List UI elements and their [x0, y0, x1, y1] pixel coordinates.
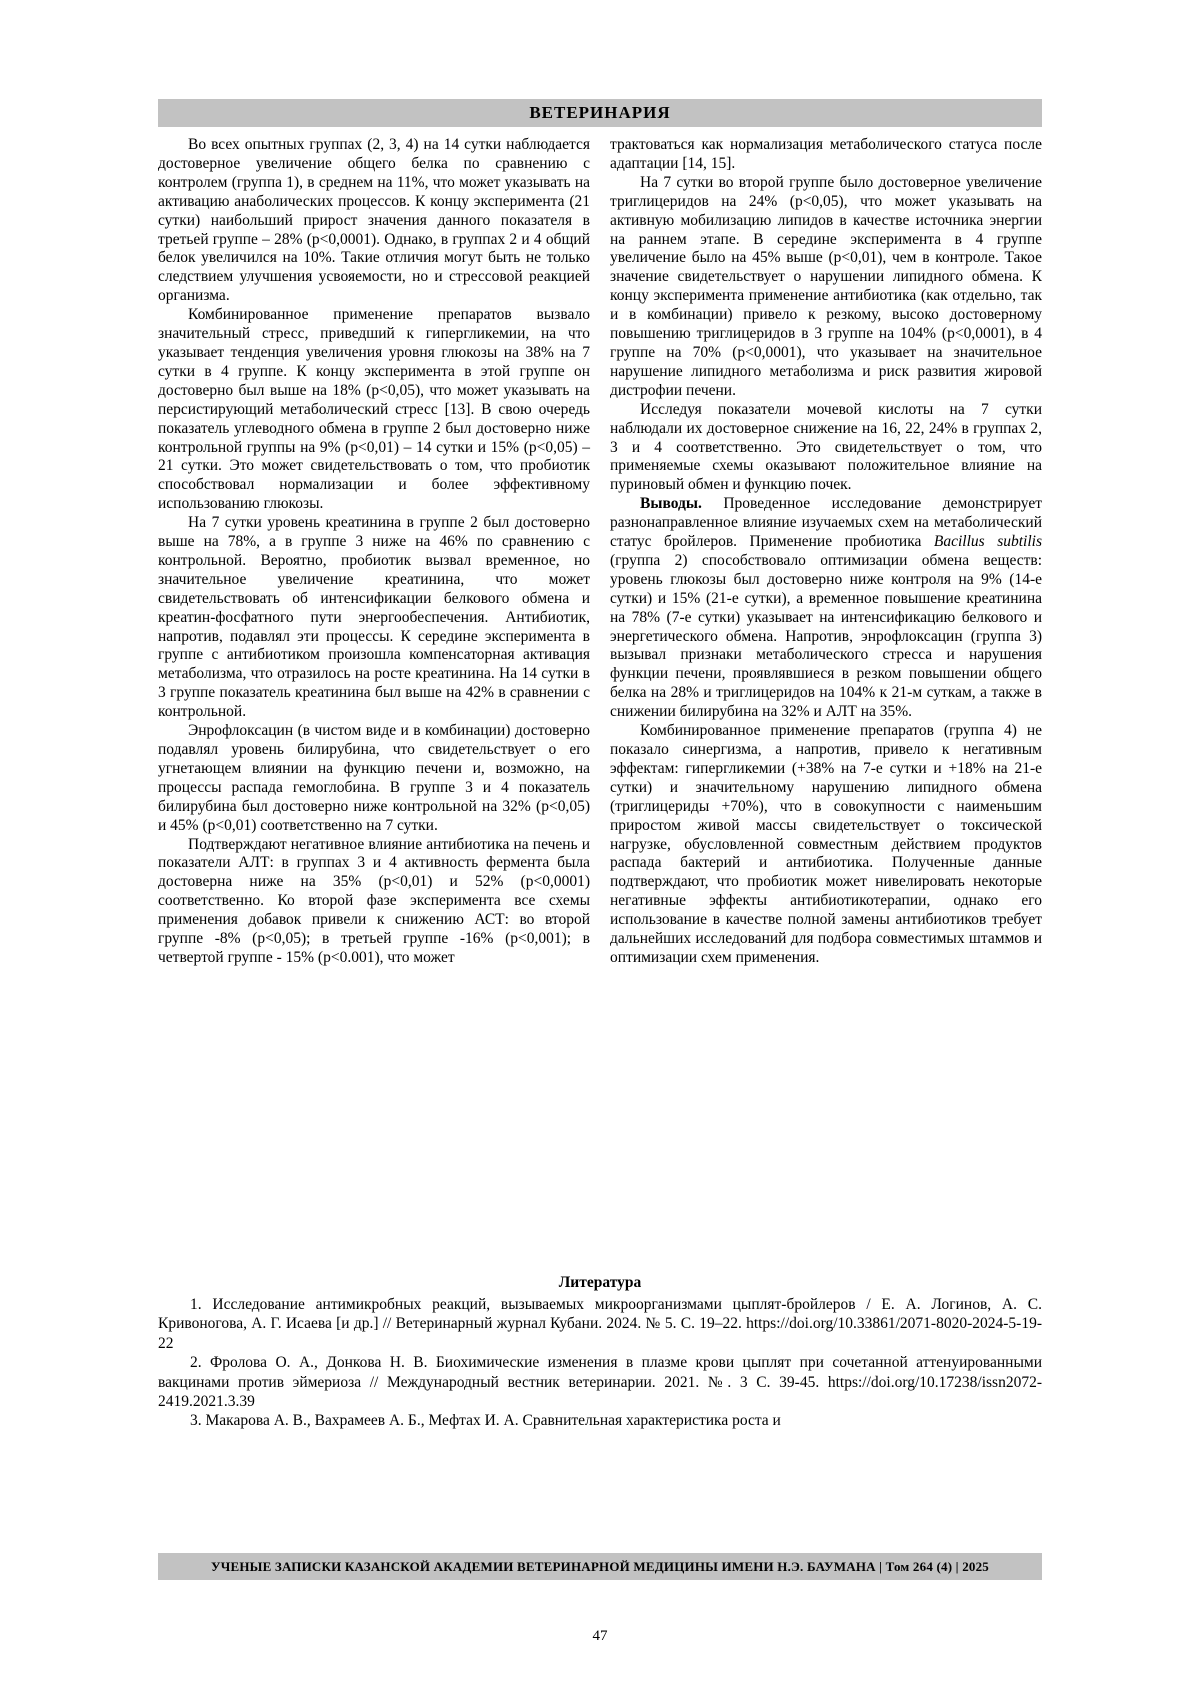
text-run: На 7 сутки уровень креатинина в группе 2 был достоверно выше на 78%, а в группе 3 ниже на 46% по сравнению с контрольной. Вероятно, пробиотик вызвал временное, но значительное увеличение креатинина, что может свидетельствовать об интенсификации белкового обмена и креатин-фосфатного пути энергообеспечения. Антибиотик, напротив, подавлял эти процессы. К середине эксперимента в группе с антибиотиком произошла компенсаторная активация метаболизма, что отразилось на росте креатинина. На 14 сутки в 3 группе показатель креатинина был выше на 42% в сравнении с контрольной.: [158, 514, 590, 721]
text-run: Выводы.: [640, 495, 724, 513]
text-run: трактоваться как нормализация метаболического статуса после адаптации [14, 15].: [610, 136, 1042, 172]
page-number: 47: [592, 1628, 608, 1644]
left-column: [158, 136, 590, 1272]
section-header-bar: [158, 99, 1042, 127]
references-title: Литература: [558, 1274, 642, 1291]
text-run: Комбинированное применение препаратов (группа 4) не показало синергизма, а напротив, привело к негативным эффектам: гипергликемии (+38% на 7-е сутки и +18% на 21-е сутки) и значительному нарушению липидного обмена (триглицериды +70%), что в совокупности с наименьшим приростом живой массы свидетельствует о токсической нагрузке, обусловленной совместным действием продуктов распада бактерий и антибиотика. Полученные данные подтверждают, что пробиотик может нивелировать некоторые негативные эффекты антибиотикотерапии, однако его использование в качестве полной замены антибиотиков требует дальнейших исследований для подбора совместимых штаммов и оптимизации схем применения.: [610, 722, 1042, 966]
paragraph: [158, 722, 590, 835]
text-run: 2. Фролова О. А., Донкова Н. В. Биохимические изменения в плазме крови цыплят при сочетанной аттенуированными вакцинами против эймериоза // Международный вестник ветеринарии. 2021. №. 3 С. 39-45. https://doi.org/10.17238/issn2072-2419.2021.3.39: [158, 1354, 1042, 1411]
text-run: Bacillus subtilis: [933, 533, 1042, 551]
text-run: (группа 2) способствовало оптимизации обмена веществ: уровень глюкозы был достоверно ниже контроля на 9% (14-е сутки) и 15% (21-е сутки), а временное повышение креатинина на 78% (7-е сутки) указывает на интенсификацию белкового и энергетического обмена. Напротив, энрофлоксацин (группа 3) вызывал признаки метаболического стресса и нарушения функции печени, проявлявшиеся в резком повышении общего белка на 28% и триглицеридов на 104% к 21-м суткам, а также в снижении билирубина на 32% и АЛТ на 35%.: [610, 551, 1042, 721]
text-run: Исследуя показатели мочевой кислоты на 7 сутки наблюдали их достоверное снижение на 16, 22, 24% в группах 2, 3 и 4 соответственно. Это свидетельствует о том, что применяемые схемы оказывают положительное влияние на пуриновый обмен и функцию почек.: [610, 400, 1042, 494]
journal-footer-bar: [158, 1553, 1042, 1580]
text-run: 3. Макарова А. В., Вахрамеев А. Б., Мефтах И. А. Сравнительная характеристика роста и: [190, 1412, 781, 1430]
text-run: Энрофлоксацин (в чистом виде и в комбинации) достоверно подавлял уровень билирубина, что свидетельствует о его угнетающем влиянии на функцию печени и, возможно, на процессы распада гемоглобина. В группе 3 и 4 показатель билирубина был достоверно ниже контрольной на 32% (р<0,05) и 45% (р<0,01) соответственно на 7 сутки.: [158, 722, 590, 834]
article-body: [158, 136, 1042, 1272]
right-column: [610, 136, 1042, 1272]
paragraph: [158, 514, 590, 722]
section-title: ВЕТЕРИНАРИЯ: [529, 103, 671, 122]
paragraph: [610, 401, 1042, 496]
paragraph: [158, 306, 590, 514]
paragraph: [610, 136, 1042, 174]
text-run: Подтверждают негативное влияние антибиотика на печень и показатели АЛТ: в группах 3 и 4 активность фермента была достоверна ниже на 35% (р<0,01) и 52% (р<0,0001) соответственно. Ко второй фазе эксперимента все схемы применения добавок привели к снижению АСТ: во второй группе -8% (р<0,05); в третьей группе -16% (р<0,001); в четвертой группе - 15% (р<0.001), что может: [158, 835, 590, 966]
paragraph: [158, 136, 590, 306]
text-run: 1. Исследование антимикробных реакций, вызываемых микроорганизмами цыплят-бройлеров / Е. А. Логинов, А. С. Кривоногова, А. Г. Исаева [и др.] // Ветеринарный журнал Кубани. 2024. № 5. С. 19–22. https://doi.org/10.33861/2071-8020-2024-5-19-22: [158, 1296, 1042, 1352]
text-run: Проведенное исследование демонстрирует разнонаправленное влияние изучаемых схем на метаболический статус бройлеров. Применение пробиотика: [610, 495, 1042, 551]
paragraph: [610, 495, 1042, 722]
text-run: На 7 сутки во второй группе было достоверное увеличение триглицеридов на 24% (р<0,05), что может указывать на активную мобилизацию липидов в качестве источника энергии на раннем этапе. В середине эксперимента в 4 группе увеличение было на 45% выше (р<0,01), чем в контроле. Такое значение свидетельствует о нарушении липидного обмена. К концу эксперимента применение антибиотика (как отдельно, так и в комбинации) привело к резкому, высоко достоверному повышению триглицеридов в 3 группе на 104% (р<0,0001), в 4 группе на 70% (р<0,0001), что указывает на значительное нарушение липидного метаболизма и риск развития жировой дистрофии печени.: [610, 173, 1042, 399]
reference-item: [158, 1295, 1042, 1353]
references-list: [158, 1295, 1042, 1455]
paragraph: [610, 174, 1042, 401]
reference-item: [158, 1353, 1042, 1411]
paragraph: [158, 836, 590, 968]
paragraph: [610, 722, 1042, 968]
reference-item: [158, 1411, 1042, 1430]
text-run: Во всех опытных группах (2, 3, 4) на 14 сутки наблюдается достоверное увеличение общего белка по сравнению с контролем (группа 1), в среднем на 11%, что может указывать на активацию анаболических процессов. К концу эксперимента (21 сутки) наибольший прирост значения данного показателя в третьей группе – 28% (р<0,0001). Однако, в группах 2 и 4 общий белок увеличился на 10%. Такие отличия могут быть не только следствием улучшения усвояемости, но и стрессовой реакцией организма.: [158, 136, 590, 305]
journal-footer-text: УЧЕНЫЕ ЗАПИСКИ КАЗАНСКОЙ АКАДЕМИИ ВЕТЕРИНАРНОЙ МЕДИЦИНЫ ИМЕНИ Н.Э. БАУМАНА | Том 264 (4) | 2025: [210, 1558, 989, 1574]
text-run: Комбинированное применение препаратов вызвало значительный стресс, приведший к гипергликемии, на что указывает тенденция увеличения уровня глюкозы на 38% на 7 сутки в 4 группе. К концу эксперимента в этой группе он достоверно был выше на 18% (р<0,05), что может указывать на персистирующий метаболический стресс [13]. В свою очередь показатель углеводного обмена в группе 2 был достоверно ниже контрольной группы на 9% (р<0,01) – 14 сутки и 15% (р<0,05) – 21 сутки. Это может свидетельствовать о том, что пробиотик способствовал нормализации и более эффективному использованию глюкозы.: [158, 306, 590, 513]
